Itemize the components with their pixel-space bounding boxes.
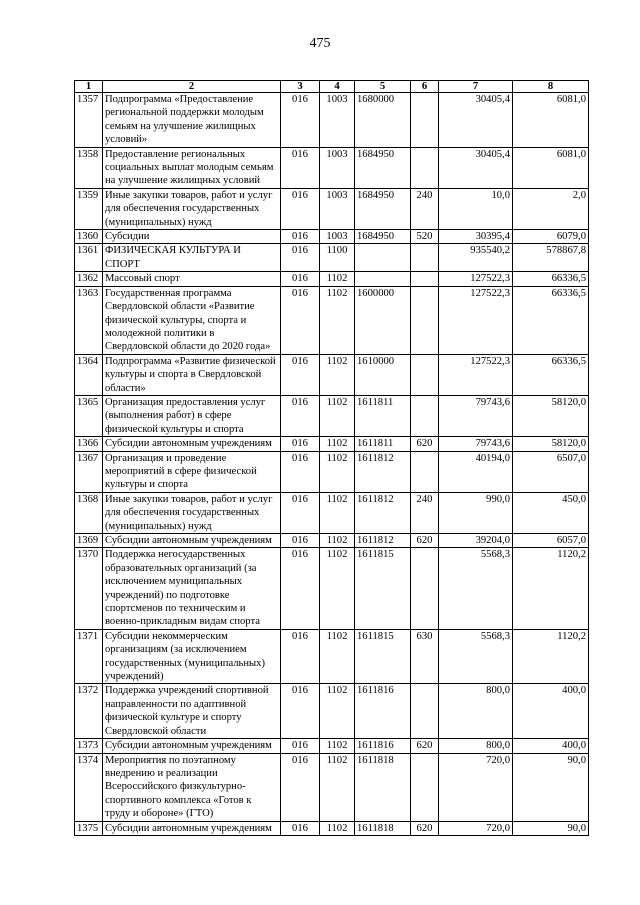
- row-amount-2015: 79743,6: [439, 395, 513, 436]
- header-cell: 5: [355, 81, 411, 93]
- row-number: 1367: [75, 451, 103, 492]
- row-admin-code: 016: [281, 272, 320, 286]
- table-row: [75, 272, 589, 286]
- table-row: [75, 684, 589, 739]
- row-expense-type: [411, 684, 439, 739]
- row-number: 1371: [75, 629, 103, 684]
- row-number: 1373: [75, 739, 103, 753]
- row-admin-code: 016: [281, 534, 320, 548]
- row-amount-2016: 6081,0: [513, 147, 589, 188]
- table-row: [75, 739, 589, 753]
- row-target-code: 1611816: [355, 684, 411, 739]
- row-expense-type: 520: [411, 230, 439, 244]
- row-expense-type: 240: [411, 492, 439, 533]
- row-admin-code: 016: [281, 93, 320, 148]
- row-target-code: [355, 272, 411, 286]
- row-number: 1360: [75, 230, 103, 244]
- row-expense-type: [411, 753, 439, 821]
- row-name: Организация и проведение мероприятий в сфере физической культуры и спорта: [103, 451, 281, 492]
- row-amount-2015: 30395,4: [439, 230, 513, 244]
- row-number: 1363: [75, 286, 103, 354]
- row-name: Субсидии некоммерческим организациям (за исключением государственных (муниципальных) учреждений): [103, 629, 281, 684]
- row-amount-2015: 127522,3: [439, 354, 513, 395]
- row-amount-2016: 90,0: [513, 821, 589, 835]
- row-target-code: 1611815: [355, 548, 411, 629]
- row-name: Государственная программа Свердловской области «Развитие физической культуры, спорта и молодежной политики в Свердловской области до 2020 года»: [103, 286, 281, 354]
- row-expense-type: 620: [411, 437, 439, 451]
- table-row: [75, 821, 589, 835]
- header-cell: 3: [281, 81, 320, 93]
- table-row: [75, 753, 589, 821]
- row-admin-code: 016: [281, 492, 320, 533]
- row-name: Субсидии автономным учреждениям: [103, 534, 281, 548]
- row-amount-2015: 30405,4: [439, 147, 513, 188]
- row-admin-code: 016: [281, 354, 320, 395]
- row-amount-2015: 720,0: [439, 753, 513, 821]
- row-amount-2016: 58120,0: [513, 395, 589, 436]
- table-row: [75, 354, 589, 395]
- row-admin-code: 016: [281, 188, 320, 229]
- row-expense-type: 630: [411, 629, 439, 684]
- row-amount-2016: 450,0: [513, 492, 589, 533]
- row-admin-code: 016: [281, 230, 320, 244]
- row-amount-2016: 66336,5: [513, 272, 589, 286]
- row-target-code: 1684950: [355, 147, 411, 188]
- header-cell: 2: [103, 81, 281, 93]
- row-section-code: 1003: [320, 147, 355, 188]
- row-amount-2016: 400,0: [513, 739, 589, 753]
- row-admin-code: 016: [281, 739, 320, 753]
- row-section-code: 1003: [320, 188, 355, 229]
- row-expense-type: [411, 451, 439, 492]
- row-amount-2016: 6079,0: [513, 230, 589, 244]
- table-row: [75, 548, 589, 629]
- row-section-code: 1003: [320, 230, 355, 244]
- row-amount-2016: 2,0: [513, 188, 589, 229]
- row-number: 1362: [75, 272, 103, 286]
- row-number: 1364: [75, 354, 103, 395]
- row-target-code: 1684950: [355, 188, 411, 229]
- row-admin-code: 016: [281, 821, 320, 835]
- row-amount-2015: 5568,3: [439, 548, 513, 629]
- row-section-code: 1102: [320, 451, 355, 492]
- row-amount-2015: 990,0: [439, 492, 513, 533]
- row-expense-type: [411, 286, 439, 354]
- header-cell: 8: [513, 81, 589, 93]
- row-section-code: 1102: [320, 534, 355, 548]
- row-target-code: 1610000: [355, 354, 411, 395]
- row-admin-code: 016: [281, 629, 320, 684]
- row-number: 1358: [75, 147, 103, 188]
- row-section-code: 1102: [320, 821, 355, 835]
- row-number: 1366: [75, 437, 103, 451]
- table-row: [75, 437, 589, 451]
- row-name: ФИЗИЧЕСКАЯ КУЛЬТУРА И СПОРТ: [103, 244, 281, 272]
- budget-table: [74, 80, 589, 836]
- row-amount-2015: 5568,3: [439, 629, 513, 684]
- page-number: 475: [309, 36, 331, 51]
- row-target-code: 1600000: [355, 286, 411, 354]
- row-amount-2016: 6507,0: [513, 451, 589, 492]
- row-amount-2016: 400,0: [513, 684, 589, 739]
- row-section-code: 1100: [320, 244, 355, 272]
- row-section-code: 1102: [320, 272, 355, 286]
- row-number: 1361: [75, 244, 103, 272]
- row-name: Субсидии автономным учреждениям: [103, 821, 281, 835]
- row-amount-2015: 935540,2: [439, 244, 513, 272]
- row-number: 1357: [75, 93, 103, 148]
- row-number: 1359: [75, 188, 103, 229]
- row-expense-type: 620: [411, 821, 439, 835]
- row-name: Субсидии автономным учреждениям: [103, 437, 281, 451]
- row-name: Иные закупки товаров, работ и услуг для обеспечения государственных (муниципальных) нужд: [103, 188, 281, 229]
- row-amount-2015: 40194,0: [439, 451, 513, 492]
- header-row: [75, 81, 589, 93]
- table-row: [75, 244, 589, 272]
- row-amount-2016: 90,0: [513, 753, 589, 821]
- header-cell: 6: [411, 81, 439, 93]
- table-row: [75, 188, 589, 229]
- row-section-code: 1102: [320, 437, 355, 451]
- row-target-code: 1611815: [355, 629, 411, 684]
- row-admin-code: 016: [281, 395, 320, 436]
- row-amount-2016: 66336,5: [513, 286, 589, 354]
- row-number: 1374: [75, 753, 103, 821]
- row-expense-type: 620: [411, 534, 439, 548]
- row-amount-2016: 6057,0: [513, 534, 589, 548]
- row-target-code: [355, 244, 411, 272]
- row-amount-2016: 578867,8: [513, 244, 589, 272]
- header-cell: 4: [320, 81, 355, 93]
- row-section-code: 1102: [320, 753, 355, 821]
- row-amount-2015: 800,0: [439, 739, 513, 753]
- row-target-code: 1611812: [355, 534, 411, 548]
- table-row: [75, 534, 589, 548]
- row-amount-2016: 1120,2: [513, 629, 589, 684]
- row-section-code: 1102: [320, 684, 355, 739]
- row-expense-type: 240: [411, 188, 439, 229]
- row-amount-2016: 58120,0: [513, 437, 589, 451]
- row-admin-code: 016: [281, 753, 320, 821]
- row-number: 1372: [75, 684, 103, 739]
- row-admin-code: 016: [281, 548, 320, 629]
- table-row: [75, 451, 589, 492]
- table-row: [75, 93, 589, 148]
- row-target-code: 1611812: [355, 451, 411, 492]
- row-section-code: 1003: [320, 93, 355, 148]
- row-target-code: 1611818: [355, 821, 411, 835]
- row-target-code: 1611811: [355, 395, 411, 436]
- row-name: Подпрограмма «Предоставление региональной поддержки молодым семьям на улучшение жилищных условий»: [103, 93, 281, 148]
- row-amount-2015: 800,0: [439, 684, 513, 739]
- row-name: Организация предоставления услуг (выполнения работ) в сфере физической культуры и спорта: [103, 395, 281, 436]
- row-section-code: 1102: [320, 739, 355, 753]
- row-name: Массовый спорт: [103, 272, 281, 286]
- row-section-code: 1102: [320, 629, 355, 684]
- row-target-code: 1680000: [355, 93, 411, 148]
- row-expense-type: [411, 93, 439, 148]
- row-section-code: 1102: [320, 548, 355, 629]
- row-name: Предоставление региональных социальных выплат молодым семьям на улучшение жилищных условий: [103, 147, 281, 188]
- table-body: [75, 93, 589, 836]
- row-target-code: 1611812: [355, 492, 411, 533]
- row-expense-type: [411, 395, 439, 436]
- table-row: [75, 230, 589, 244]
- row-admin-code: 016: [281, 286, 320, 354]
- row-target-code: 1611811: [355, 437, 411, 451]
- row-number: 1368: [75, 492, 103, 533]
- row-name: Субсидии автономным учреждениям: [103, 739, 281, 753]
- row-name: Мероприятия по поэтапному внедрению и реализации Всероссийского физкультурно-спортивного комплекса «Готов к труду и обороне» (ГТО): [103, 753, 281, 821]
- row-amount-2016: 1120,2: [513, 548, 589, 629]
- row-section-code: 1102: [320, 286, 355, 354]
- row-admin-code: 016: [281, 437, 320, 451]
- row-amount-2015: 720,0: [439, 821, 513, 835]
- row-admin-code: 016: [281, 451, 320, 492]
- table-row: [75, 286, 589, 354]
- row-amount-2015: 127522,3: [439, 272, 513, 286]
- row-expense-type: [411, 244, 439, 272]
- row-admin-code: 016: [281, 244, 320, 272]
- row-number: 1365: [75, 395, 103, 436]
- table-row: [75, 147, 589, 188]
- row-target-code: 1611818: [355, 753, 411, 821]
- row-name: Поддержка учреждений спортивной направленности по адаптивной физической культуре и спорту Свердловской области: [103, 684, 281, 739]
- header-cell: 1: [75, 81, 103, 93]
- row-amount-2015: 30405,4: [439, 93, 513, 148]
- row-number: 1370: [75, 548, 103, 629]
- header-cell: 7: [439, 81, 513, 93]
- row-amount-2015: 127522,3: [439, 286, 513, 354]
- row-target-code: 1611816: [355, 739, 411, 753]
- table-row: [75, 629, 589, 684]
- row-amount-2015: 10,0: [439, 188, 513, 229]
- row-amount-2016: 66336,5: [513, 354, 589, 395]
- row-section-code: 1102: [320, 354, 355, 395]
- row-admin-code: 016: [281, 684, 320, 739]
- row-admin-code: 016: [281, 147, 320, 188]
- row-number: 1375: [75, 821, 103, 835]
- row-expense-type: [411, 548, 439, 629]
- row-expense-type: 620: [411, 739, 439, 753]
- row-amount-2015: 79743,6: [439, 437, 513, 451]
- row-name: Поддержка негосударственных образовательных организаций (за исключением муниципальных учреждений) по подготовке спортсменов по техническим и военно-прикладным видам спорта: [103, 548, 281, 629]
- row-target-code: 1684950: [355, 230, 411, 244]
- row-section-code: 1102: [320, 395, 355, 436]
- row-amount-2016: 6081,0: [513, 93, 589, 148]
- row-name: Подпрограмма «Развитие физической культуры и спорта в Свердловской области»: [103, 354, 281, 395]
- row-name: Субсидии: [103, 230, 281, 244]
- row-section-code: 1102: [320, 492, 355, 533]
- row-expense-type: [411, 147, 439, 188]
- row-expense-type: [411, 354, 439, 395]
- row-expense-type: [411, 272, 439, 286]
- row-amount-2015: 39204,0: [439, 534, 513, 548]
- row-name: Иные закупки товаров, работ и услуг для обеспечения государственных (муниципальных) нужд: [103, 492, 281, 533]
- table-row: [75, 492, 589, 533]
- row-number: 1369: [75, 534, 103, 548]
- table-row: [75, 395, 589, 436]
